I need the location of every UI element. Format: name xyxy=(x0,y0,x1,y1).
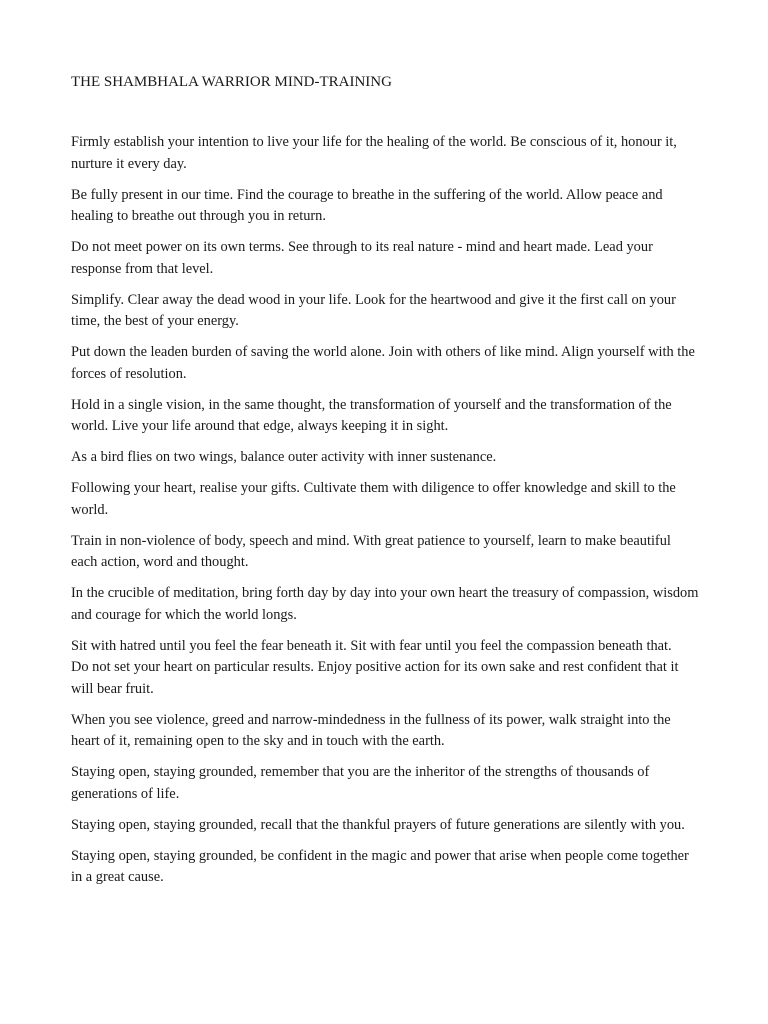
paragraph: Sit with hatred until you feel the fear beneath it. Sit with fear until you feel the compassion beneath that. xyxy=(71,637,672,654)
paragraph: Staying open, staying grounded, be confident in the magic and power that arise when people come together in a great cause. xyxy=(71,847,689,885)
paragraph: Simplify. Clear away the dead wood in your life. Look for the heartwood and give it the first call on your time, the best of your energy. xyxy=(71,291,676,329)
paragraph: As a bird flies on two wings, balance outer activity with inner sustenance. xyxy=(71,449,497,465)
document-title: THE SHAMBHALA WARRIOR MIND-TRAINING xyxy=(71,74,392,90)
paragraph: Staying open, staying grounded, recall that the thankful prayers of future generations are silently with you. xyxy=(71,816,685,833)
paragraph: In the crucible of meditation, bring forth day by day into your own heart the treasury of compassion, wisdom and courage for which the world longs. xyxy=(71,585,699,623)
document-page xyxy=(71,72,699,898)
paragraph: Do not set your heart on particular results. Enjoy positive action for its own sake and rest confident that it will bear fruit. xyxy=(71,659,679,697)
paragraph: Hold in a single vision, in the same thought, the transformation of yourself and the transformation of the world. Live your life around that edge, always keeping it in sight. xyxy=(71,396,672,434)
paragraph: Staying open, staying grounded, remember that you are the inheritor of the strengths of thousands of generations of life. xyxy=(71,764,650,802)
paragraph: Put down the leaden burden of saving the world alone. Join with others of like mind. Align yourself with the forces of resolution. xyxy=(71,344,695,382)
paragraph: When you see violence, greed and narrow-mindedness in the fullness of its power, walk straight into the heart of it, remaining open to the sky and in touch with the earth. xyxy=(71,711,671,749)
paragraph: Do not meet power on its own terms. See through to its real nature - mind and heart made. Lead your response from that level. xyxy=(71,239,653,277)
paragraph: Train in non-violence of body, speech and mind. With great patience to yourself, learn to make beautiful each action, word and thought. xyxy=(71,532,671,570)
paragraph: Be fully present in our time. Find the courage to breathe in the suffering of the world. Allow peace and healing to breathe out through you in return. xyxy=(71,186,663,224)
paragraph: Firmly establish your intention to live your life for the healing of the world. Be conscious of it, honour it, nurture it every day. xyxy=(71,134,677,172)
paragraph: Following your heart, realise your gifts. Cultivate them with diligence to offer knowledge and skill to the world. xyxy=(71,480,676,518)
